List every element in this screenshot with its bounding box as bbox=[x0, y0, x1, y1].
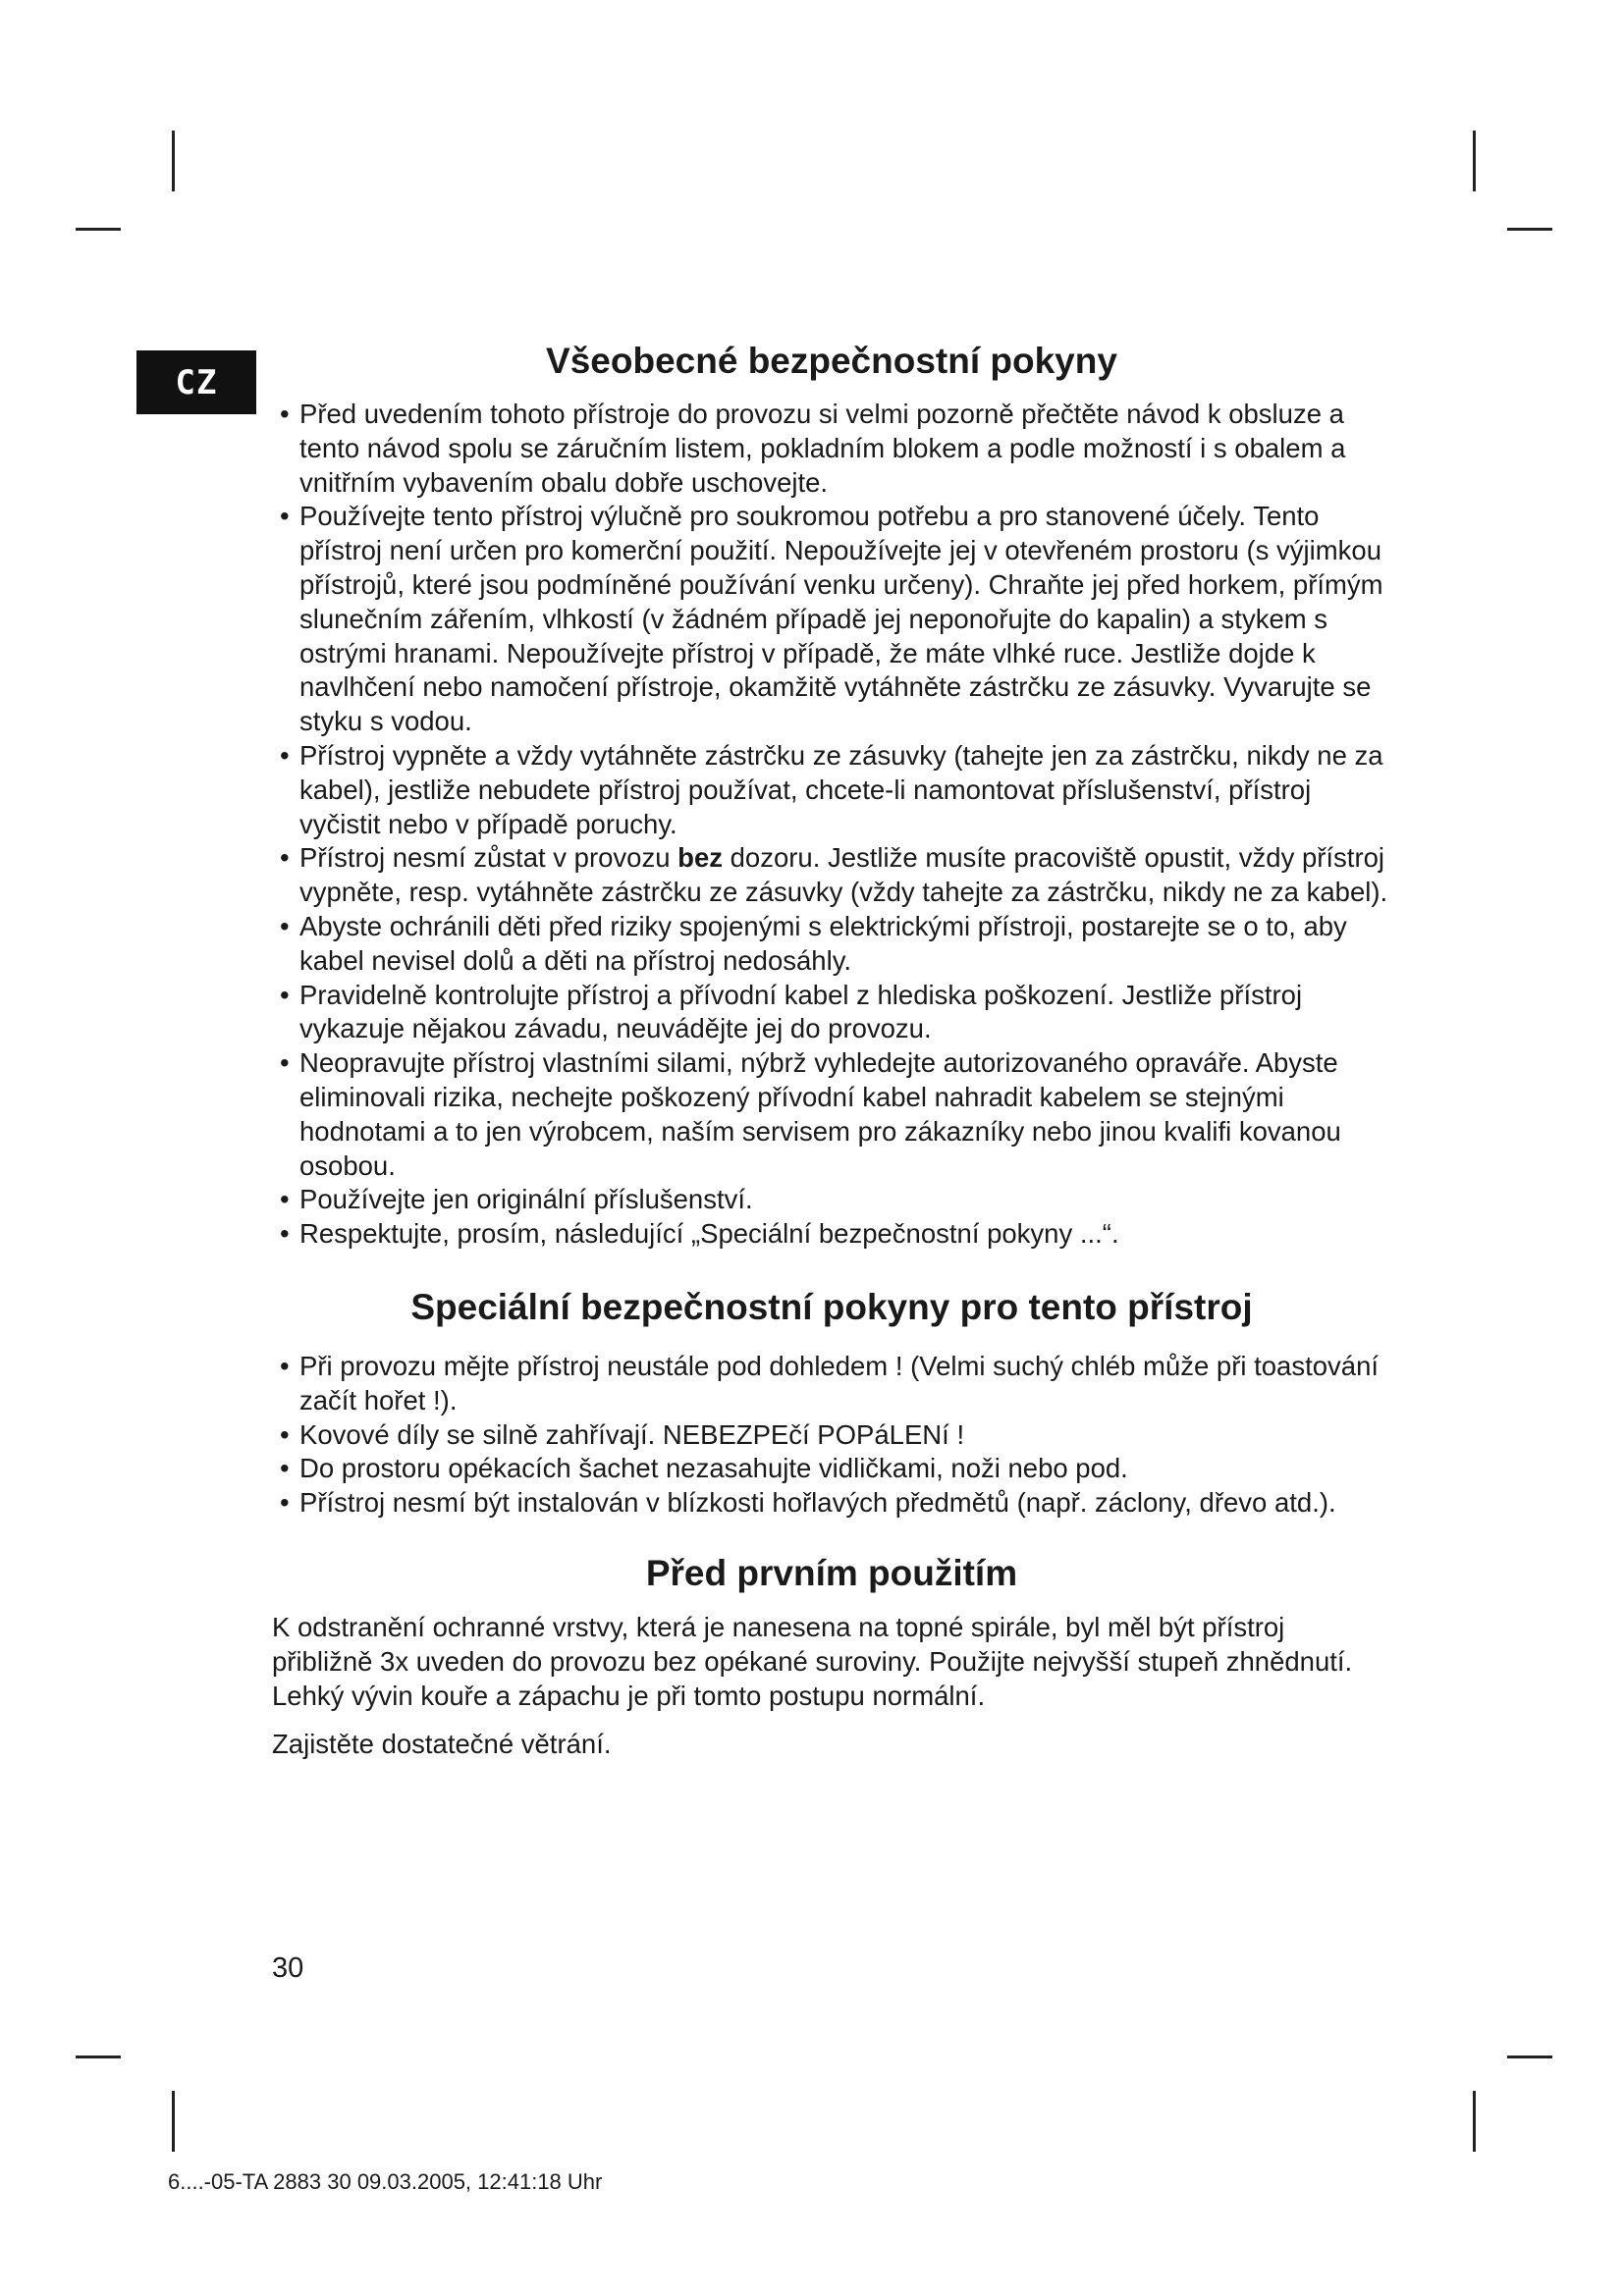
crop-mark-top-right-vertical bbox=[1473, 131, 1476, 191]
list-item: • Přístroj vypněte a vždy vytáhněte zástrčku ze zásuvky (tahejte jen za zástrčku, nikdy ne za kabel), jestliže nebudete přístroj používat, chcete-li namontovat příslušenství, přístroj vyčistit nebo v případě poruchy. bbox=[280, 739, 1383, 839]
crop-mark-top-left-vertical bbox=[172, 131, 175, 191]
crop-mark-bottom-right-horizontal bbox=[1507, 2056, 1552, 2058]
list-item: • Neopravujte přístroj vlastními silami, nýbrž vyhledejte autorizovaného opraváře. Abyste eliminovali rizika, nechejte poškozený přívodní kabel nahradit kabelem se stejnými hodnotami a to jen výrobcem, naším servisem pro zákazníky nebo jinou kvalifi kovanou osobou. bbox=[280, 1047, 1341, 1181]
print-footer: 6....-05-TA 2883 30 09.03.2005, 12:41:18 Uhr bbox=[168, 2169, 603, 2194]
first-use-heading: Před prvním použitím bbox=[645, 1552, 1018, 1593]
list-item: • Přístroj nesmí zůstat v provozu bez dozoru. Jestliže musíte pracoviště opustit, vždy přístroj vypněte, resp. vytáhněte zástrčku ze zásuvky (vždy tahejte za zástrčku, nikdy ne za kabel). bbox=[280, 842, 1388, 908]
crop-mark-bottom-right-vertical bbox=[1473, 2091, 1476, 2152]
ventilation-paragraph: Zajistěte dostatečné větrání. bbox=[272, 1729, 612, 1760]
page-content bbox=[272, 339, 1391, 1762]
list-item: • Používejte jen originální příslušenství. bbox=[280, 1184, 753, 1215]
crop-mark-bottom-left-horizontal bbox=[76, 2056, 121, 2058]
crop-mark-top-right-horizontal bbox=[1507, 228, 1552, 231]
list-item: • Před uvedením tohoto přístroje do provozu si velmi pozorně přečtěte návod k obsluze a tento návod spolu se záručním listem, pokladním blokem a podle možností i s obalem a vnitřním vybavením obalu dobře uschovejte. bbox=[280, 399, 1346, 498]
crop-mark-top-left-horizontal bbox=[76, 228, 121, 231]
list-item: • Používejte tento přístroj výlučně pro soukromou potřebu a pro stanovené účely. Tento přístroj není určen pro komerční použití. Nepoužívejte jej v otevřeném prostoru (s výjimkou přístrojů, které jsou podmíněné používání venku určeny). Chraňte jej před horkem, přímým slunečním zářením, vlhkostí (v žádném případě jej neponořujte do kapalin) a stykem s ostrými hranami. Nepoužívejte přístroj v případě, že máte vlhké ruce. Jestliže dojde k navlhčení nebo namočení přístroje, okamžitě vytáhněte zástrčku ze zásuvky. Vyvarujte se styku s vodou. bbox=[280, 501, 1383, 737]
page-number: 30 bbox=[272, 1952, 304, 1984]
general-safety-list bbox=[272, 398, 1391, 1252]
list-item: • Při provozu mějte přístroj neustále pod dohledem ! (Velmi suchý chléb může při toastování začít hořet !). bbox=[280, 1350, 1380, 1415]
emphasis-bez: bez bbox=[677, 842, 723, 874]
list-item: • Pravidelně kontrolujte přístroj a přívodní kabel z hlediska poškození. Jestliže přístroj vykazuje nějakou závadu, neuvádějte jej do provozu. bbox=[280, 979, 1303, 1044]
special-safety-list bbox=[272, 1350, 1391, 1521]
list-item: • Do prostoru opékacích šachet nezasahujte vidličkami, noži nebo pod. bbox=[280, 1453, 1128, 1484]
general-safety-heading: Všeobecné bezpečnostní pokyny bbox=[546, 341, 1117, 381]
language-tab: CZ bbox=[136, 350, 256, 414]
list-item: • Přístroj nesmí být instalován v blízkosti hořlavých předmětů (např. záclony, dřevo atd.). bbox=[280, 1487, 1336, 1519]
special-safety-heading: Speciální bezpečnostní pokyny pro tento přístroj bbox=[410, 1286, 1253, 1327]
first-use-paragraph: K odstranění ochranné vrstvy, která je nanesena na topné spirále, byl měl být přístroj přibližně 3x uveden do provozu bez opékané suroviny. Použijte nejvyšší stupeň zhnědnutí. Lehký vývin kouře a zápachu je při tomto postupu normální. bbox=[272, 1611, 1353, 1711]
list-item: • Abyste ochránili děti před riziky spojenými s elektrickými přístroji, postarejte se o to, aby kabel nevisel dolů a děti na přístroj nedosáhly. bbox=[280, 910, 1347, 976]
crop-mark-bottom-left-vertical bbox=[172, 2091, 175, 2152]
list-item: • Respektujte, prosím, následující „Speciální bezpečnostní pokyny ...“. bbox=[280, 1218, 1119, 1250]
list-item: • Kovové díly se silně zahřívají. NEBEZPEčí POPáLENí ! bbox=[280, 1418, 965, 1450]
